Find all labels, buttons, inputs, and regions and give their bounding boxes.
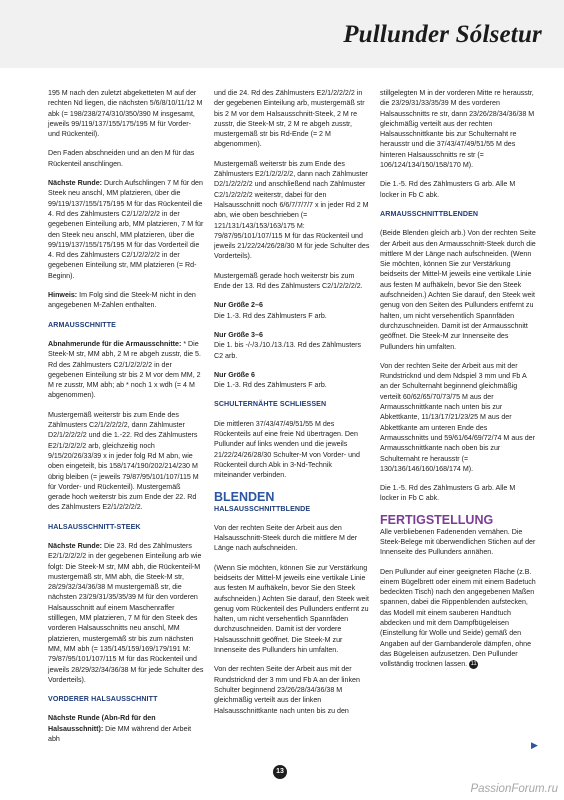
paragraph — [214, 380, 370, 390]
major-heading: BLENDEN — [214, 489, 275, 504]
size-subheading: Nur Größe 3–6 — [214, 330, 263, 339]
paragraph-text: und die 24. Rd des Zählmusters E2/1/2/2/2/2 in der gegebenen Einteilung arb, mustergemäß str bis 2 M vor dem Halsausschnitt-Steek, 2 M re zusstr, die Steek-M str, 2 M re abgeh zusstr, mustergemäß str bis Rd-Ende (= 2 M abgenommen). — [214, 89, 365, 149]
watermark: PassionForum.ru — [470, 783, 558, 795]
paragraph-text: * Die Steek-M str, MM abh, 2 M re abgeh zusstr, die 5. Rd des Zählmusters C2/1/2/2/2/2 in der gegebenen Einteilung str bis 2 M vor dem MM, 2 M re zusstr, MM abh; ab * noch 1 x wdh (= 4 M abgenommen). — [48, 339, 201, 400]
paragraph-lead: Nächste Runde (Abn-Rd für den Halsausschnitt): — [48, 714, 156, 733]
paragraph — [380, 179, 536, 200]
paragraph-text: Mustergemäß weiterstr bis zum Ende des Zählmusters E2/1/2/2/2/2, dann nach Zählmuster D2/1/2/2/2/2 und anschließend nach Zählmuster C2/1/2/2/2/2 weiterstr, dabei für den Halsausschnitt noch 6/6/7/7/7/7 x in jeder Rd 2 M abn, wie oben beschrieben (= 121/131/143/153/163/175 M: 79/87/95/101/107/115 M für das Rückenteil und jeweils 21/22/24/26/28/30 M für jede Schulter des Vorderteils). — [214, 159, 370, 261]
section-heading: HALSAUSSCHNITT-STEEK — [48, 522, 141, 531]
paragraph-lead: Hinweis: — [48, 291, 78, 300]
paragraph — [48, 290, 204, 311]
paragraph-text: Von der rechten Seite der Arbeit aus den Halsausschnitt-Steek durch die mittlere M der Länge nach aufschneiden. — [214, 523, 358, 553]
paragraph — [214, 419, 370, 481]
paragraph-text: Die MM während der Arbeit abh — [48, 724, 192, 744]
paragraph-text: Im Folg sind die Steek-M nicht in den angegebenen M-Zahlen enthalten. — [48, 291, 196, 310]
paragraph-text: Die 1.-3. Rd des Zählmusters F arb. — [214, 381, 327, 390]
paragraph — [380, 88, 536, 170]
paragraph — [214, 271, 370, 292]
paragraph-text: 195 M nach den zuletzt abgeketteten M auf der rechten Nd liegen, die nächsten 5/6/8/10/11/12 M abk (= 198/238/274/310/350/390 M insgesamt, jeweils 99/119/137/155/175/195 M für Vorder- und Rückenteil). — [48, 89, 203, 139]
paragraph — [214, 311, 370, 321]
paragraph-text: Mustergemäß weiterstr bis zum Ende des Zählmusters C2/1/2/2/2/2, dann Zählmuster D2/1/2/2/2/2 und die 1.-22. Rd des Zählmusters E2/1/2/2/2/2 arb, gleichzeitig noch 9/15/20/26/33/39 x in jeder folg Rd M abn, wie oben eingeteilt, bis 158/174/190/202/214/230 M übrig bleiben (= jeweils 79/87/95/101/107/115 M für Vorder- und Rückenteil). Mustergemäß gerade hoch weiterstr bis zum Ende der 22. Rd des Zählmusters E2/1/2/2/2/2. — [48, 410, 199, 512]
paragraph — [380, 567, 536, 670]
section-heading: VORDERER HALSAUSSCHNITT — [48, 695, 158, 704]
paragraph — [48, 713, 204, 744]
major-heading: FERTIGSTELLUNG — [380, 512, 494, 527]
paragraph — [380, 361, 536, 474]
paragraph-text: Von der rechten Seite der Arbeit aus mit der Rundstricknd und dem Ndspiel 3 mm und Fb A an der Schulternaht beginnend gleichmäßig verteilt 60/62/65/70/73/75 M aus der Armausschnittkante nach unten bis zur Abkettkante, 11/13/17/21/23/25 M aus der Abkettkante am unteren Ende des Armausschnitts und 59/61/64/69/72/74 M aus der Armausschnittkante nach oben bis zur Schulternaht re herausstr (= 130/136/146/160/168/174 M). — [380, 361, 535, 473]
paragraph-text: Alle verbliebenen Fadenenden vernähen. Die Steek-Belege mit überwendlichen Stichen auf der Innenseite des Pullunders annähen. — [380, 527, 536, 557]
continue-arrow-icon: ▶ — [531, 740, 538, 750]
page-header — [0, 0, 564, 68]
paragraph-text: Den Faden abschneiden und an den M für das Rückenteil anschlingen. — [48, 149, 195, 168]
paragraph-text: Die 1. bis -/-/3./10./13./13. Rd des Zählmusters C2 arb. — [214, 341, 362, 360]
paragraph — [214, 340, 370, 361]
size-subheading: Nur Größe 2–6 — [214, 301, 263, 310]
paragraph — [48, 541, 204, 685]
paragraph — [48, 148, 204, 169]
paragraph — [214, 563, 370, 656]
section-heading: ARMAUSSCHNITTE — [48, 320, 117, 329]
paragraph — [214, 664, 370, 715]
text-column-2 — [214, 88, 370, 725]
paragraph-lead: Nächste Runde: — [48, 179, 102, 188]
paragraph — [214, 159, 370, 262]
end-mark-icon: 11 — [470, 660, 477, 667]
paragraph-text: Den Pullunder auf einer geeigneten Fläche (z.B. einem Bügelbrett oder einem mit einem Badetuch bedeckten Tisch) nach den angegebenen Maßen spannen, dabei die Rippenblenden aufstecken, das Modell mit einem sauberen Handtuch abdecken und mit dem Dampfbügeleisen (Einstellung für Wolle und Seide) gemäß den Angaben auf der Garnbanderole dämpfen, ohne das Bügeleisen aufzusetzen. Den Pullunder vollständig trocknen lassen. — [380, 567, 536, 669]
section-heading: ARMAUSSCHNITTBLENDEN — [380, 209, 479, 218]
paragraph-text: Die 1.-3. Rd des Zählmusters F arb. — [214, 311, 327, 320]
text-column-3 — [380, 88, 536, 679]
paragraph-text: Durch Aufschlingen 7 M für den Steek neu anschl, MM platzieren, über die 99/119/137/155/175/195 M für das Rückenteil die 4. Rd des Zählmusters C2/1/2/2/2/2 in der gegebenen Einteilung arb, MM platzieren, 7 M für den Steek neu anschl, MM platzieren, über die 99/119/137/155/175/195 M für das Vorderteil die 4. Rd des Zählmusters C2/1/2/2/2/2 in der gegebenen Einteilung str, MM platzieren (= Rd-Beginn). — [48, 179, 204, 280]
paragraph — [380, 527, 536, 558]
paragraph-text: Mustergemäß gerade hoch weiterstr bis zum Ende der 13. Rd des Zählmusters C2/1/2/2/2/2. — [214, 271, 363, 291]
page-title: Pullunder Sólsetur — [343, 21, 542, 48]
paragraph-lead: Abnahmerunde für die Armausschnitte: — [48, 339, 182, 348]
paragraph-text: Die 1.-5. Rd des Zählmusters G arb. Alle M locker in Fb C abk. — [380, 180, 516, 199]
paragraph-lead: Nächste Runde: — [48, 541, 102, 550]
paragraph-text: Die 23. Rd des Zählmusters E2/1/2/2/2/2 in der gegebenen Einteilung arb wie folgt: Die Steek-M str, MM abh, die Rückenteil-M mustergemäß str, MM abh, die Steek-M str, 28/29/32/34/36/38 M mustergemäß str, die nächsten 23/29/31/35/35/39 M für den vorderen Halsausschnitt auf einem Maschenraffer stilllegen, MM platzieren, 7 M für den Steek des vorderen Halsausschnitts neu anschl, MM platzieren, mustergemäß str bis zum nächsten MM, MM abh (= 135/145/159/169/179/191 M: 79/87/95/101/107/115 M für das Rückenteil und jeweils 28/29/32/34/36/38 M für jede Schulter des Vorderteils). — [48, 541, 204, 684]
paragraph — [380, 228, 536, 352]
section-heading: SCHULTERNÄHTE SCHLIESSEN — [214, 400, 327, 409]
paragraph — [380, 483, 536, 504]
paragraph-text: Die mittleren 37/43/47/49/51/55 M des Rückenteils auf eine freie Nd übertragen. Den Pullunder auf links wenden und die jeweils 21/22/24/26/28/30 Schulter-M von Vorder- und Rückenteil durch Abk in 3-Nd-Technik miteinander verbinden. — [214, 419, 360, 480]
paragraph-text: Von der rechten Seite der Arbeit aus mit der Rundstricknd der 3 mm und Fb A an der linken Schulter beginnend 23/26/28/34/36/38 M gleichmäßig verteilt aus der linken Halsausschnittkante nach unten bis zu den — [214, 665, 360, 715]
size-subheading: Nur Größe 6 — [214, 370, 255, 379]
paragraph-text: (Beide Blenden gleich arb.) Von der rechten Seite der Arbeit aus den Armausschnitt-Steek durch die mittlere M der Länge nach aufschneiden. (Wenn Sie möchten, können Sie zur Verstärkung beidseits der Mittel-M jeweils eine vertikale Linie aus festen M aufhäkeln, bevor Sie den Steek aufschneiden.) Achten Sie darauf, den Steek weit genug von den Seiten des Pullunders entfernt zu halten, um nicht versehentlich Spannfäden durchzuschneiden. Damit ist der Armausschnitt geöffnet. Die Steek-M zur Innenseite des Pullunders hin umfalten. — [380, 229, 536, 351]
paragraph — [214, 88, 370, 150]
page-number: 13 — [273, 765, 287, 779]
paragraph-text: (Wenn Sie möchten, können Sie zur Verstärkung beidseits der Mittel-M jeweils eine vertikale Linie aus festen M aufhäkeln, bevor Sie den Steek aufschneiden.) Achten Sie darauf, den Steek weit genug vom Rückenteil des Pullunders entfernt zu halten, um nicht versehentlich Spannfäden durchzuschneiden. Damit ist der vordere Halsausschnitt geöffnet. Die Steek-M zur Innenseite des Pullunders hin umfalten. — [214, 563, 369, 655]
paragraph — [48, 410, 204, 513]
paragraph — [48, 178, 204, 281]
paragraph — [48, 88, 204, 139]
paragraph — [214, 523, 370, 554]
text-column-1 — [48, 88, 204, 753]
paragraph-text: stillgelegten M in der vorderen Mitte re herausstr, die 23/29/31/33/35/39 M des vorderen Halsausschnitts re str, dann 23/26/28/34/36/38 M gleichmäßig verteilt aus der rechten Halsausschnittkante bis zur Schulternaht re herausstr und die 37/43/47/49/51/55 M des hinteren Halsausschnitts re str (= 106/124/134/150/158/170 M). — [380, 89, 535, 170]
section-heading: HALSAUSSCHNITTBLENDE — [214, 504, 311, 513]
paragraph — [48, 339, 204, 401]
paragraph-text: Die 1.-5. Rd des Zählmusters G arb. Alle M locker in Fb C abk. — [380, 484, 516, 503]
